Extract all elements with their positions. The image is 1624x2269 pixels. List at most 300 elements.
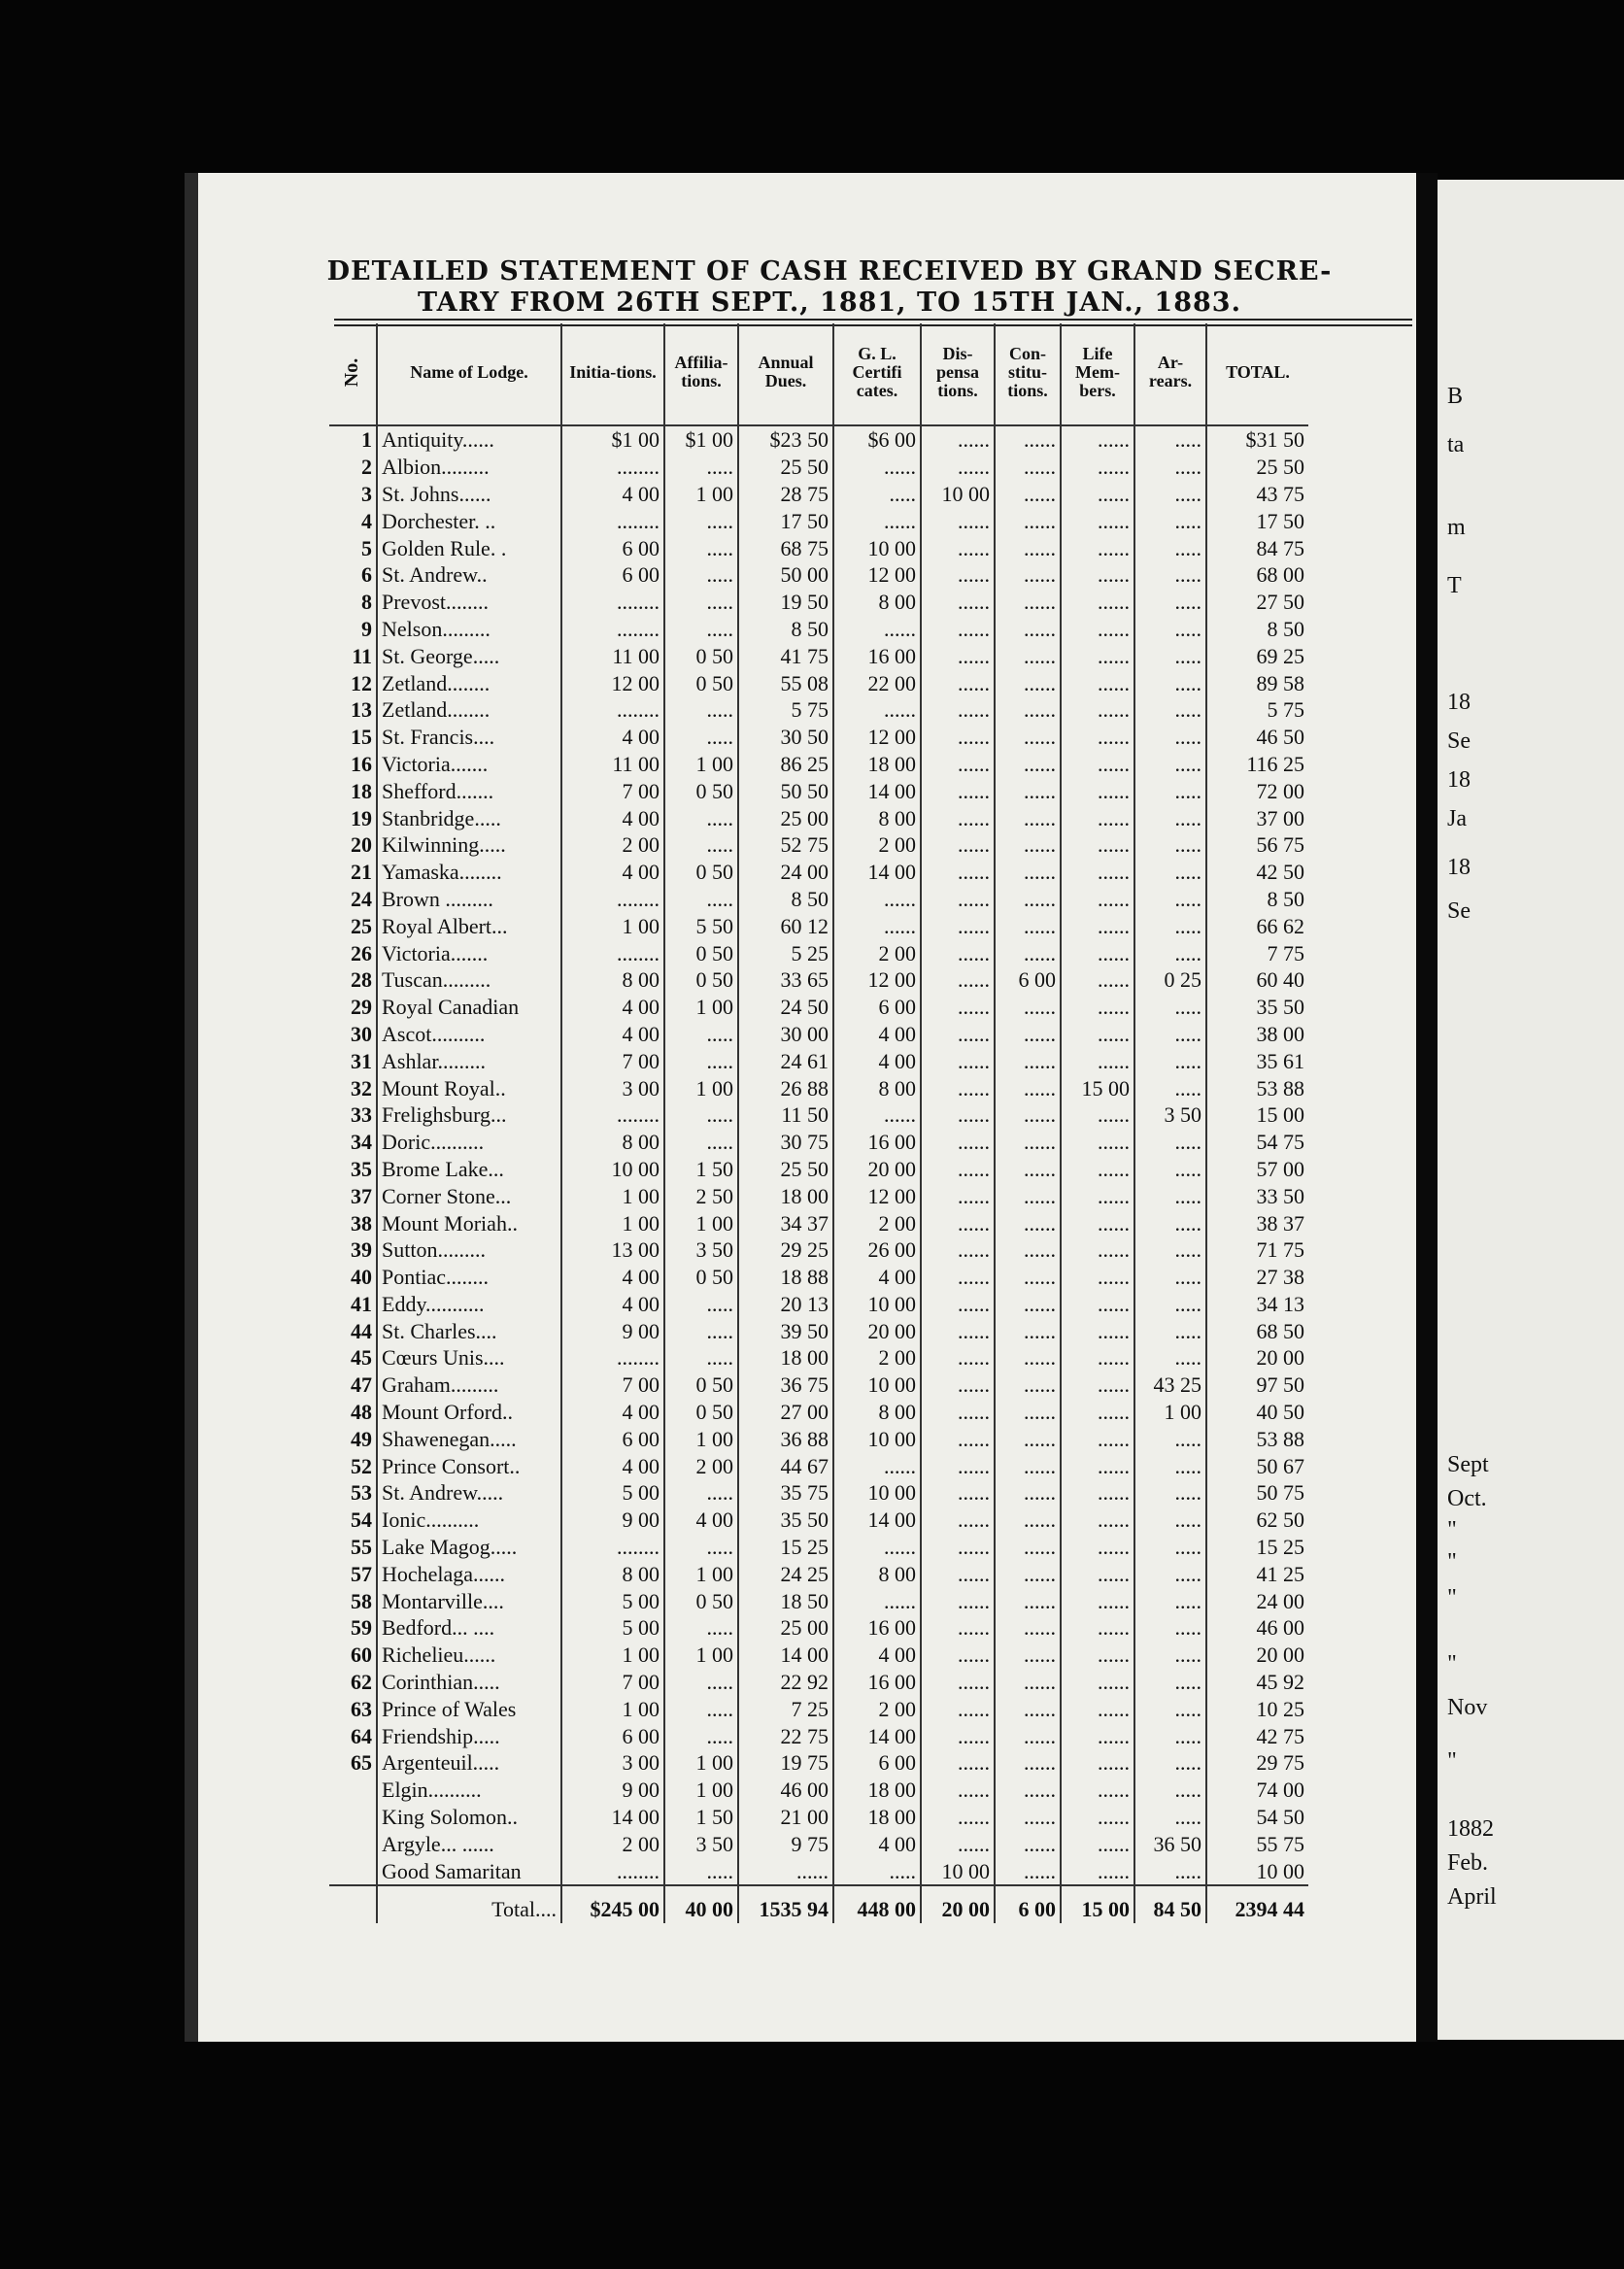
cell-affil: 1 00 xyxy=(664,1642,738,1669)
cell-disp: ...... xyxy=(921,939,995,966)
cell-total: 53 88 xyxy=(1256,1075,1304,1101)
cell-affil: ..... xyxy=(664,831,738,859)
cell-gl: 18 00 xyxy=(833,1804,921,1831)
left-page xyxy=(185,173,1416,2042)
cell-arr: ..... xyxy=(1134,886,1206,913)
totals-row xyxy=(329,1885,1308,1923)
cell-init: 12 00 xyxy=(561,669,664,696)
right-page-fragment: " xyxy=(1447,1517,1457,1542)
cell-total: 116 25 xyxy=(1246,751,1304,776)
cell-init: 4 00 xyxy=(561,1264,664,1291)
cell-gl: ...... xyxy=(833,696,921,724)
cell-total: 66 62 xyxy=(1256,913,1304,938)
cell-arr: ..... xyxy=(1134,1156,1206,1183)
cell-arr: ..... xyxy=(1134,1695,1206,1722)
cell-no: 47 xyxy=(329,1372,377,1399)
cell-gl: 8 00 xyxy=(833,804,921,831)
cell-init: 11 00 xyxy=(561,642,664,669)
cell-total: 62 50 xyxy=(1256,1507,1304,1533)
cell-dues: 24 25 xyxy=(738,1560,833,1587)
cell-gl: ...... xyxy=(833,912,921,939)
cell-init: 11 00 xyxy=(561,751,664,778)
cell-name: Stanbridge..... xyxy=(377,804,561,831)
cell-disp: ...... xyxy=(921,1669,995,1696)
cell-dues: 28 75 xyxy=(738,481,833,508)
table-row xyxy=(329,616,1308,643)
cell-total: 69 25 xyxy=(1256,643,1304,668)
cell-no: 25 xyxy=(329,912,377,939)
cell-init: 2 00 xyxy=(561,1830,664,1857)
cell-const: 6 00 xyxy=(995,966,1061,994)
cell-no: 64 xyxy=(329,1722,377,1749)
cell-disp: ...... xyxy=(921,1209,995,1236)
cell-life: ...... xyxy=(1061,1021,1134,1048)
cell-total: 43 75 xyxy=(1256,481,1304,506)
cell-const: ...... xyxy=(995,1479,1061,1507)
right-page-fragment: 18 xyxy=(1447,767,1471,793)
cell-life: ...... xyxy=(1061,1857,1134,1885)
cell-init: 10 00 xyxy=(561,1156,664,1183)
cell-disp: ...... xyxy=(921,1344,995,1372)
cell-const: ...... xyxy=(995,425,1061,454)
right-page-fragment: Sept xyxy=(1447,1452,1489,1477)
cell-name: St. Charles.... xyxy=(377,1317,561,1344)
cell-affil: $1 00 xyxy=(664,425,738,454)
cell-disp: ...... xyxy=(921,1749,995,1777)
cell-init: ........ xyxy=(561,696,664,724)
cell-total: 20 00 xyxy=(1256,1642,1304,1668)
cell-no: 21 xyxy=(329,859,377,886)
cell-no: 54 xyxy=(329,1507,377,1534)
cell-dues: 7 25 xyxy=(738,1695,833,1722)
cell-name: Doric.......... xyxy=(377,1129,561,1156)
cell-arr: ..... xyxy=(1134,481,1206,508)
cell-affil: 0 50 xyxy=(664,939,738,966)
cell-arr: ..... xyxy=(1134,1074,1206,1101)
cell-const: ...... xyxy=(995,1372,1061,1399)
cell-name: Zetland........ xyxy=(377,696,561,724)
cell-total: 42 75 xyxy=(1256,1723,1304,1748)
cell-affil: ..... xyxy=(664,1047,738,1074)
cell-life: ...... xyxy=(1061,589,1134,616)
cell-life: ...... xyxy=(1061,939,1134,966)
cell-const: ...... xyxy=(995,1074,1061,1101)
table-row xyxy=(329,1156,1308,1183)
cell-gl: 8 00 xyxy=(833,1399,921,1426)
right-page-fragment: April xyxy=(1447,1884,1497,1910)
cell-no: 40 xyxy=(329,1264,377,1291)
cell-total: 50 67 xyxy=(1256,1453,1304,1478)
cell-const: ...... xyxy=(995,1642,1061,1669)
right-page-fragment: T xyxy=(1447,573,1462,598)
cell-disp: ...... xyxy=(921,1722,995,1749)
cell-life: ...... xyxy=(1061,669,1134,696)
cell-life: ...... xyxy=(1061,1669,1134,1696)
cell-arr: ..... xyxy=(1134,1479,1206,1507)
cell-total: 45 92 xyxy=(1256,1670,1304,1695)
cell-dues: 39 50 xyxy=(738,1317,833,1344)
cell-init: ........ xyxy=(561,939,664,966)
cell-life: ...... xyxy=(1061,1425,1134,1452)
cell-name: Prince of Wales xyxy=(377,1695,561,1722)
cell-name: Victoria....... xyxy=(377,751,561,778)
cell-const: ...... xyxy=(995,1534,1061,1561)
cell-disp: ...... xyxy=(921,1074,995,1101)
cell-gl: 26 00 xyxy=(833,1236,921,1264)
cell-no xyxy=(329,1804,377,1831)
table-row xyxy=(329,1722,1308,1749)
table-row xyxy=(329,886,1308,913)
cell-name: Victoria....... xyxy=(377,939,561,966)
cell-const: ...... xyxy=(995,1695,1061,1722)
table-row xyxy=(329,1344,1308,1372)
table-row xyxy=(329,1291,1308,1318)
cell-const: ...... xyxy=(995,777,1061,804)
cell-arr: ..... xyxy=(1134,1587,1206,1614)
cell-no: 15 xyxy=(329,724,377,751)
cell-life: ...... xyxy=(1061,1804,1134,1831)
cell-arr: ..... xyxy=(1134,912,1206,939)
right-page-fragment: Se xyxy=(1447,728,1471,754)
cell-init: 7 00 xyxy=(561,1669,664,1696)
cell-arr: ..... xyxy=(1134,1021,1206,1048)
cell-no: 13 xyxy=(329,696,377,724)
cell-dues: ...... xyxy=(738,1857,833,1885)
cell-dues: 55 08 xyxy=(738,669,833,696)
cell-affil: ..... xyxy=(664,454,738,481)
table-row xyxy=(329,1695,1308,1722)
table-row xyxy=(329,1236,1308,1264)
cell-arr: ..... xyxy=(1134,831,1206,859)
cell-total: 54 50 xyxy=(1256,1805,1304,1830)
cell-disp: ...... xyxy=(921,1804,995,1831)
cell-dues: 22 92 xyxy=(738,1669,833,1696)
cell-life: ...... xyxy=(1061,1507,1134,1534)
cell-gl: $6 00 xyxy=(833,425,921,454)
cell-gl: ...... xyxy=(833,1587,921,1614)
cell-gl: 16 00 xyxy=(833,642,921,669)
cell-affil: 1 00 xyxy=(664,751,738,778)
cell-arr: 36 50 xyxy=(1134,1830,1206,1857)
cell-life: ...... xyxy=(1061,1182,1134,1209)
cell-life: ...... xyxy=(1061,1047,1134,1074)
cell-life: ...... xyxy=(1061,1695,1134,1722)
cell-gl: 18 00 xyxy=(833,1777,921,1804)
cell-affil: 1 00 xyxy=(664,481,738,508)
cell-total: 42 50 xyxy=(1256,860,1304,885)
cell-const: ...... xyxy=(995,939,1061,966)
cell-life: ...... xyxy=(1061,642,1134,669)
cell-total: 27 38 xyxy=(1256,1265,1304,1290)
cell-life: ...... xyxy=(1061,1749,1134,1777)
cell-no: 2 xyxy=(329,454,377,481)
total-disp: 20 00 xyxy=(921,1885,995,1923)
cell-total: 55 75 xyxy=(1256,1831,1304,1856)
cell-affil: 1 00 xyxy=(664,1074,738,1101)
cell-total: 29 75 xyxy=(1256,1750,1304,1776)
cell-gl: 14 00 xyxy=(833,1507,921,1534)
cell-life: ...... xyxy=(1061,1479,1134,1507)
cell-init: 1 00 xyxy=(561,1209,664,1236)
cell-name: Shefford....... xyxy=(377,777,561,804)
cell-affil: 1 50 xyxy=(664,1156,738,1183)
cell-const: ...... xyxy=(995,1156,1061,1183)
cell-disp: ...... xyxy=(921,777,995,804)
total-const: 6 00 xyxy=(995,1885,1061,1923)
cell-name: St. Andrew.. xyxy=(377,561,561,589)
cell-no: 29 xyxy=(329,994,377,1021)
cell-gl: 20 00 xyxy=(833,1317,921,1344)
cell-name: St. Andrew..... xyxy=(377,1479,561,1507)
cell-disp: ...... xyxy=(921,1291,995,1318)
cell-arr: ..... xyxy=(1134,1642,1206,1669)
cell-disp: ...... xyxy=(921,1101,995,1129)
cell-affil: ..... xyxy=(664,1021,738,1048)
cell-affil: ..... xyxy=(664,1344,738,1372)
cell-no: 55 xyxy=(329,1534,377,1561)
cell-gl: ...... xyxy=(833,454,921,481)
cell-name: Mount Royal.. xyxy=(377,1074,561,1101)
cell-arr: ..... xyxy=(1134,1857,1206,1885)
table-row xyxy=(329,1317,1308,1344)
table-row xyxy=(329,425,1308,454)
cell-dues: 11 50 xyxy=(738,1101,833,1129)
cell-no: 49 xyxy=(329,1425,377,1452)
cell-init: 8 00 xyxy=(561,1560,664,1587)
cell-dues: 25 50 xyxy=(738,454,833,481)
cell-dues: 24 61 xyxy=(738,1047,833,1074)
cell-life: ...... xyxy=(1061,912,1134,939)
header-initiations: Initia-tions. xyxy=(561,323,664,425)
cell-const: ...... xyxy=(995,1749,1061,1777)
cell-no: 48 xyxy=(329,1399,377,1426)
cell-no: 6 xyxy=(329,561,377,589)
cell-init: 5 00 xyxy=(561,1479,664,1507)
cell-no: 59 xyxy=(329,1614,377,1642)
table-row xyxy=(329,1830,1308,1857)
cell-gl: 6 00 xyxy=(833,1749,921,1777)
cell-name: Mount Orford.. xyxy=(377,1399,561,1426)
table-row xyxy=(329,669,1308,696)
cell-gl: 4 00 xyxy=(833,1830,921,1857)
cell-name: King Solomon.. xyxy=(377,1804,561,1831)
cell-arr: ..... xyxy=(1134,1344,1206,1372)
right-page-fragment: Oct. xyxy=(1447,1486,1487,1511)
cell-name: Antiquity...... xyxy=(377,425,561,454)
right-page-fragment: B xyxy=(1447,384,1464,409)
cell-init: ........ xyxy=(561,1534,664,1561)
cell-gl: ...... xyxy=(833,886,921,913)
cell-name: Ashlar......... xyxy=(377,1047,561,1074)
cell-init: 5 00 xyxy=(561,1587,664,1614)
header-constitutions: Con-stitu-tions. xyxy=(995,323,1061,425)
cell-total: 33 50 xyxy=(1256,1183,1304,1208)
cell-arr: ..... xyxy=(1134,1669,1206,1696)
cell-no: 4 xyxy=(329,507,377,534)
total-total: 2394 44 xyxy=(1206,1885,1308,1923)
cell-disp: ...... xyxy=(921,1021,995,1048)
cell-no: 60 xyxy=(329,1642,377,1669)
cell-init: 1 00 xyxy=(561,1642,664,1669)
cell-life: ...... xyxy=(1061,1344,1134,1372)
cell-arr: ..... xyxy=(1134,561,1206,589)
cell-init: 4 00 xyxy=(561,859,664,886)
cell-no: 8 xyxy=(329,589,377,616)
cell-total: 46 50 xyxy=(1256,725,1304,750)
cell-name: Richelieu...... xyxy=(377,1642,561,1669)
cell-name: Prince Consort.. xyxy=(377,1452,561,1479)
cell-no: 32 xyxy=(329,1074,377,1101)
cell-total: 57 00 xyxy=(1256,1156,1304,1181)
cell-no: 9 xyxy=(329,616,377,643)
cell-init: 1 00 xyxy=(561,1695,664,1722)
cell-const: ...... xyxy=(995,589,1061,616)
cell-arr: ..... xyxy=(1134,1425,1206,1452)
cell-disp: ...... xyxy=(921,1642,995,1669)
header-affiliations: Affilia-tions. xyxy=(664,323,738,425)
cell-no: 57 xyxy=(329,1560,377,1587)
cell-gl: 2 00 xyxy=(833,831,921,859)
right-page-fragment: ta xyxy=(1447,432,1465,457)
cell-init: 7 00 xyxy=(561,1372,664,1399)
cell-const: ...... xyxy=(995,1129,1061,1156)
cell-arr: ..... xyxy=(1134,724,1206,751)
header-row xyxy=(329,323,1308,425)
cell-gl: ...... xyxy=(833,1101,921,1129)
total-init: $245 00 xyxy=(561,1885,664,1923)
cell-affil: ..... xyxy=(664,1101,738,1129)
table-row xyxy=(329,994,1308,1021)
cell-arr: ..... xyxy=(1134,859,1206,886)
cell-disp: ...... xyxy=(921,1534,995,1561)
cell-gl: 16 00 xyxy=(833,1614,921,1642)
cell-disp: ...... xyxy=(921,1830,995,1857)
cell-gl: 12 00 xyxy=(833,561,921,589)
cell-total: 20 00 xyxy=(1256,1345,1304,1371)
right-page-fragment: Ja xyxy=(1447,806,1467,831)
cell-init: 8 00 xyxy=(561,966,664,994)
cell-dues: 30 50 xyxy=(738,724,833,751)
cell-name: Good Samaritan xyxy=(377,1857,561,1885)
cell-life: ...... xyxy=(1061,1587,1134,1614)
cell-disp: ...... xyxy=(921,454,995,481)
cell-affil: ..... xyxy=(664,1669,738,1696)
right-page-fragment: " xyxy=(1447,1651,1457,1676)
table-row xyxy=(329,1669,1308,1696)
cell-life: ...... xyxy=(1061,507,1134,534)
cell-const: ...... xyxy=(995,1425,1061,1452)
table-row xyxy=(329,1372,1308,1399)
cell-life: ...... xyxy=(1061,1642,1134,1669)
cell-total: 56 75 xyxy=(1256,832,1304,858)
cell-affil: 4 00 xyxy=(664,1507,738,1534)
cell-dues: 34 37 xyxy=(738,1209,833,1236)
cell-name: Tuscan......... xyxy=(377,966,561,994)
cell-dues: 21 00 xyxy=(738,1804,833,1831)
cell-const: ...... xyxy=(995,1182,1061,1209)
cell-dues: 26 88 xyxy=(738,1074,833,1101)
cell-dues: 25 50 xyxy=(738,1156,833,1183)
cell-affil: ..... xyxy=(664,696,738,724)
cell-disp: ...... xyxy=(921,696,995,724)
cell-gl: 12 00 xyxy=(833,1182,921,1209)
total-life: 15 00 xyxy=(1061,1885,1134,1923)
cell-affil: 3 50 xyxy=(664,1830,738,1857)
cell-disp: ...... xyxy=(921,1317,995,1344)
table-row xyxy=(329,1614,1308,1642)
cell-init: ........ xyxy=(561,1857,664,1885)
total-affil: 40 00 xyxy=(664,1885,738,1923)
cell-init: 14 00 xyxy=(561,1804,664,1831)
cell-no: 38 xyxy=(329,1209,377,1236)
cell-arr: ..... xyxy=(1134,642,1206,669)
cell-const: ...... xyxy=(995,1587,1061,1614)
cell-gl: 14 00 xyxy=(833,777,921,804)
table-row xyxy=(329,534,1308,561)
cell-affil: ..... xyxy=(664,1317,738,1344)
cell-disp: ...... xyxy=(921,804,995,831)
cell-const: ...... xyxy=(995,1777,1061,1804)
cell-arr: 3 50 xyxy=(1134,1101,1206,1129)
right-page-fragment: Feb. xyxy=(1447,1850,1488,1876)
cell-init: 4 00 xyxy=(561,804,664,831)
cell-init: ........ xyxy=(561,589,664,616)
table-row xyxy=(329,589,1308,616)
cell-gl: 6 00 xyxy=(833,994,921,1021)
cell-no: 28 xyxy=(329,966,377,994)
cell-dues: 36 88 xyxy=(738,1425,833,1452)
cell-life: ...... xyxy=(1061,1830,1134,1857)
cell-gl: 10 00 xyxy=(833,1425,921,1452)
header-gl-certificates: G. L. Certifi cates. xyxy=(833,323,921,425)
cell-dues: 18 00 xyxy=(738,1344,833,1372)
cell-life: ...... xyxy=(1061,696,1134,724)
table-row xyxy=(329,777,1308,804)
header-no: No. xyxy=(329,323,377,425)
cell-total: 71 75 xyxy=(1256,1237,1304,1263)
cell-const: ...... xyxy=(995,1344,1061,1372)
cell-total: 50 75 xyxy=(1256,1480,1304,1506)
right-page-fragment: 18 xyxy=(1447,690,1471,715)
cell-life: ...... xyxy=(1061,1291,1134,1318)
cell-no: 63 xyxy=(329,1695,377,1722)
cell-total: 17 50 xyxy=(1256,508,1304,533)
cell-name: Brown ......... xyxy=(377,886,561,913)
cell-no xyxy=(329,1777,377,1804)
cell-total: 37 00 xyxy=(1256,805,1304,830)
cell-name: Brome Lake... xyxy=(377,1156,561,1183)
cell-arr: 0 25 xyxy=(1134,966,1206,994)
cell-disp: ...... xyxy=(921,669,995,696)
cell-const: ...... xyxy=(995,669,1061,696)
cell-life: ...... xyxy=(1061,886,1134,913)
cell-total: 35 50 xyxy=(1256,995,1304,1020)
cell-const: ...... xyxy=(995,1291,1061,1318)
cell-life: ...... xyxy=(1061,724,1134,751)
total-label: Total.... xyxy=(377,1885,561,1923)
cell-gl: 2 00 xyxy=(833,1695,921,1722)
cell-arr: ..... xyxy=(1134,696,1206,724)
cell-init: 1 00 xyxy=(561,1182,664,1209)
cell-life: ...... xyxy=(1061,1399,1134,1426)
cell-const: ...... xyxy=(995,1722,1061,1749)
cell-gl: ...... xyxy=(833,507,921,534)
cell-dues: 24 00 xyxy=(738,859,833,886)
cell-arr: ..... xyxy=(1134,751,1206,778)
cell-dues: 5 75 xyxy=(738,696,833,724)
cell-no: 39 xyxy=(329,1236,377,1264)
cell-name: Yamaska........ xyxy=(377,859,561,886)
